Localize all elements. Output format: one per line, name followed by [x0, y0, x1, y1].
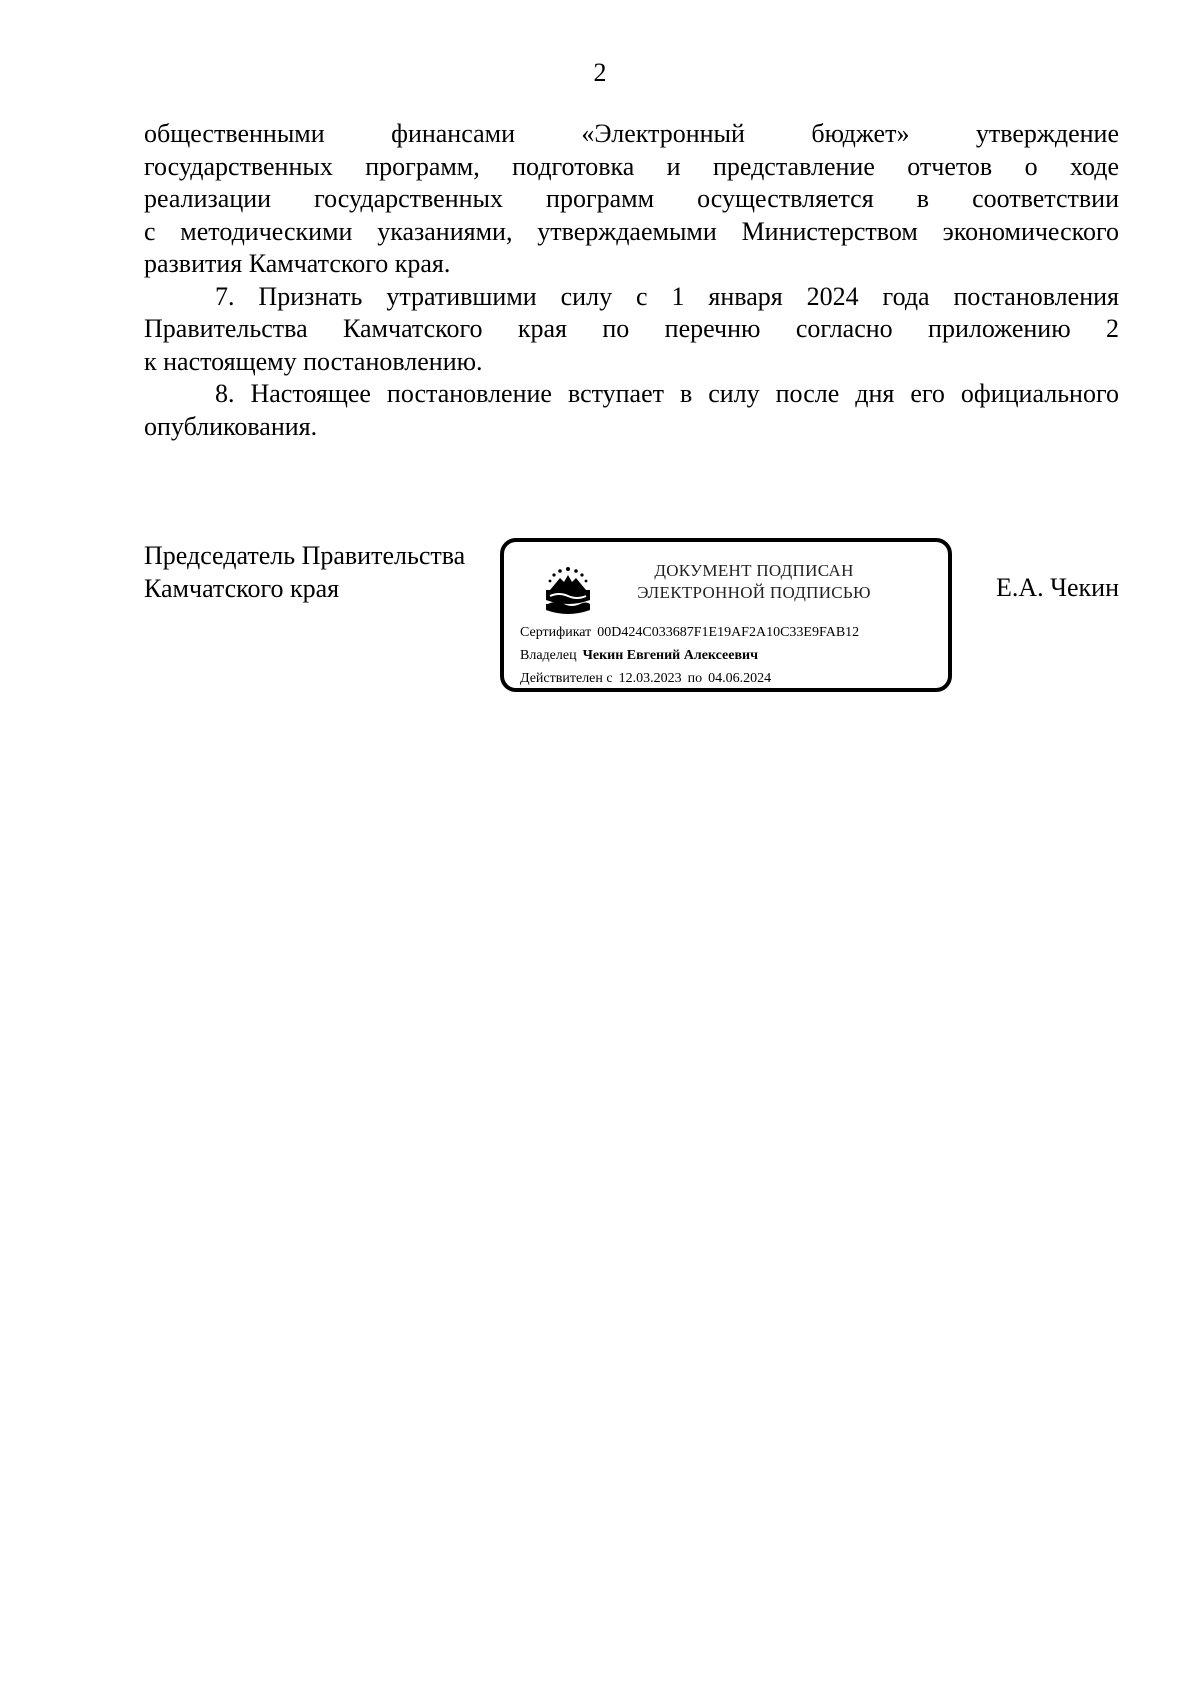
stamp-heading [604, 560, 904, 604]
stamp-heading-line: ДОКУМЕНТ ПОДПИСАН [654, 561, 854, 580]
signer-name: Е.А. Чекин [995, 573, 1119, 602]
document-body [144, 118, 1119, 443]
text-line: государственных программ, подготовка и представление отчетов о ходе [144, 151, 1119, 181]
certificate-value: 00D424C033687F1E19AF2A10C33E9FAB12 [597, 625, 860, 640]
paragraph-item-8 [144, 378, 1119, 443]
signer-title [144, 540, 465, 605]
valid-from-date: 12.03.2023 [618, 671, 682, 686]
valid-to-date: 04.06.2024 [708, 671, 772, 686]
signer-title-line: Камчатского края [144, 573, 340, 603]
text-line: общественными финансами «Электронный бюджет» утверждение [144, 119, 1119, 148]
kamchatka-emblem-icon [542, 560, 594, 616]
text-line: Правительства Камчатского края по перечню согласно приложению 2 [144, 314, 1119, 343]
text-line: реализации государственных программ осуществляется в соответствии [144, 184, 1119, 213]
text-line: с методическими указаниями, утверждаемыми Министерством экономического [144, 216, 1119, 246]
stamp-validity-row [520, 670, 771, 688]
signer-title-line: Председатель Правительства [144, 541, 466, 570]
text-line: к настоящему постановлению. [144, 346, 483, 376]
stamp-owner-row [520, 647, 758, 665]
text-line: 7. Признать утратившими силу с 1 января 2024 года постановления [215, 281, 1119, 311]
electronic-signature-stamp [500, 538, 952, 692]
paragraph-continuation [144, 118, 1119, 281]
page-number: 2 [593, 58, 607, 87]
stamp-certificate-row [520, 624, 859, 642]
paragraph-item-7 [144, 281, 1119, 379]
stamp-heading-line: ЭЛЕКТРОННОЙ ПОДПИСЬЮ [637, 583, 871, 602]
text-line: развития Камчатского края. [144, 249, 451, 278]
owner-value: Чекин Евгений Алексеевич [582, 648, 758, 663]
certificate-label: Сертификат [520, 625, 592, 640]
valid-from-label: Действителен с [520, 671, 613, 686]
text-line: 8. Настоящее постановление вступает в силу после дня его официального [215, 379, 1119, 408]
owner-label: Владелец [520, 648, 577, 663]
valid-to-label: по [687, 671, 703, 686]
text-line: опубликования. [144, 411, 318, 441]
